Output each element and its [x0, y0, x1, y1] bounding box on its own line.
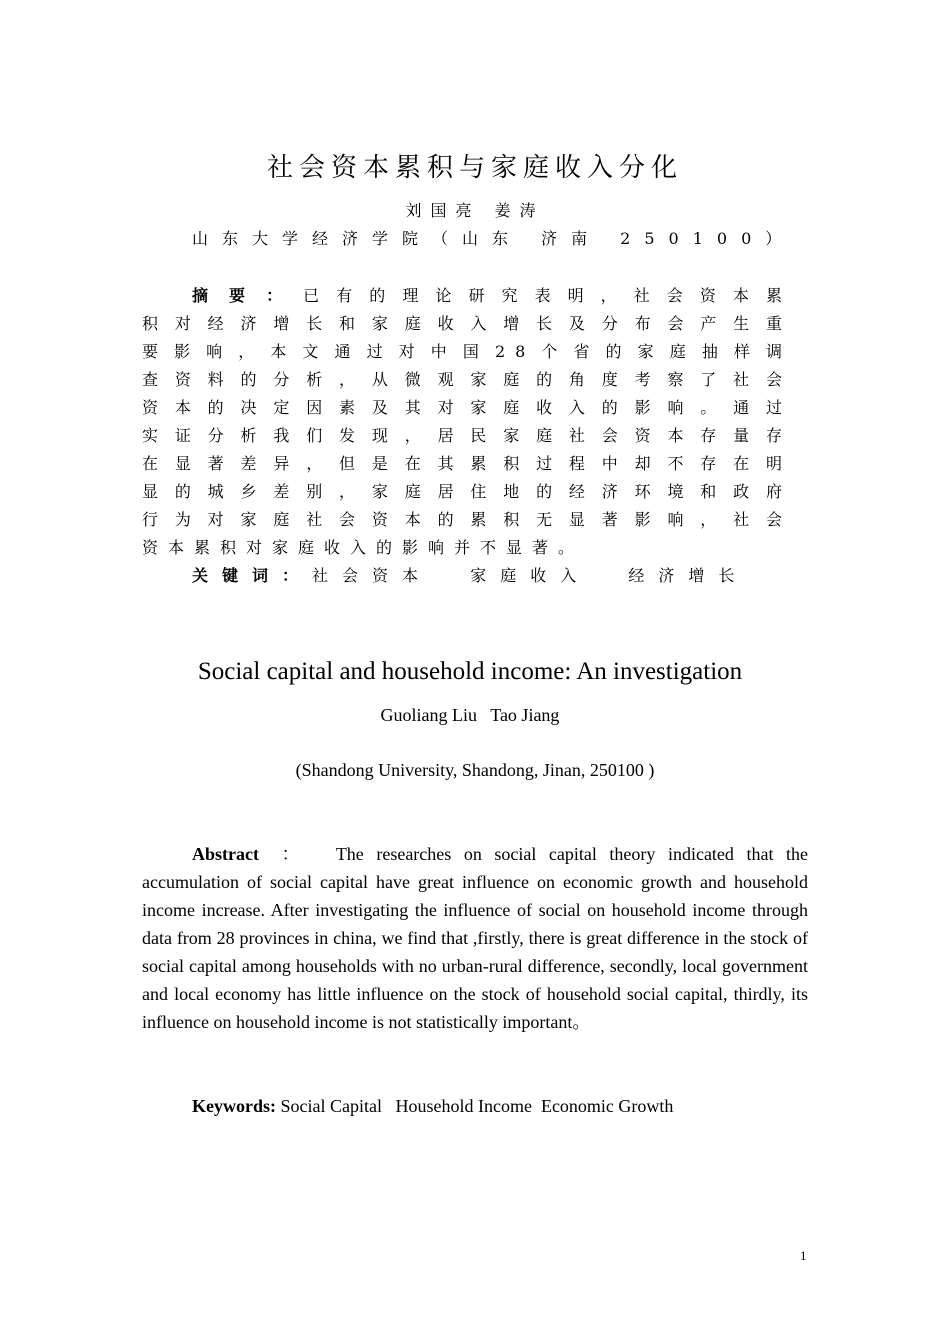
abstract-chinese-line: 资本的决定因素及其对家庭收入的影响。通过	[142, 398, 792, 417]
abstract-chinese	[142, 282, 792, 562]
abstract-chinese-line: 资本累积对家庭收入的影响并不显著。	[142, 538, 585, 557]
abstract-chinese-line: 显的城乡差别，家庭居住地的经济环境和政府	[142, 482, 792, 501]
abstract-english	[142, 840, 808, 1036]
authors-english: Guoliang Liu Tao Jiang	[380, 705, 560, 725]
abstract-chinese-line: 查资料的分析，从微观家庭的角度考察了社会	[142, 370, 792, 389]
abstract-english-colon: ：	[281, 844, 308, 864]
abstract-chinese-line: 积对经济增长和家庭收入增长及分布会产生重	[142, 314, 792, 333]
abstract-english-label: Abstract	[192, 844, 259, 864]
abstract-chinese-line: 摘要：已有的理论研究表明，社会资本累	[192, 286, 792, 305]
keywords-chinese	[192, 562, 748, 590]
keywords-english-label: Keywords:	[192, 1096, 276, 1116]
affiliation-english: (Shandong University, Shandong, Jinan, 250100 )	[295, 760, 655, 780]
abstract-chinese-line: 实证分析我们发现，居民家庭社会资本存量存	[142, 426, 792, 445]
keywords-english-text: Social Capital Household Income Economic Growth	[280, 1096, 674, 1116]
keywords-chinese-label: 关键词：	[192, 566, 313, 585]
title-chinese: 社会资本累积与家庭收入分化	[266, 153, 683, 183]
abstract-chinese-line: 要影响，本文通过对中国28个省的家庭抽样调	[142, 342, 792, 361]
abstract-chinese-line: 行为对家庭社会资本的累积无显著影响，社会	[142, 510, 792, 529]
title-english: Social capital and household income: An investigation	[197, 658, 743, 685]
abstract-english-text: The researches on social capital theory indicated that the accumulation of social capital have great influence on economic growth and household income increase. After investigating the influence of social on household income through data from 28 provinces in china, we find that ,firstly, there is great difference in the stock of social capital among households with no urban-rural difference, secondly, local government and local economy has little influence on the stock of household social capital, thirdly, its influence on household income is not statistically important。	[142, 844, 808, 1032]
page-number: 1	[800, 1248, 807, 1263]
abstract-chinese-label: 摘要：	[192, 286, 304, 305]
keywords-chinese-text: 社会资本 家庭收入 经济增长	[312, 566, 749, 585]
affiliation-chinese: 山东大学经济学院（山东 济南 250100）	[192, 229, 796, 248]
authors-chinese: 刘国亮 姜涛	[405, 201, 545, 220]
abstract-chinese-line: 在显著差异，但是在其累积过程中却不存在明	[142, 454, 792, 473]
keywords-english	[192, 1092, 673, 1120]
